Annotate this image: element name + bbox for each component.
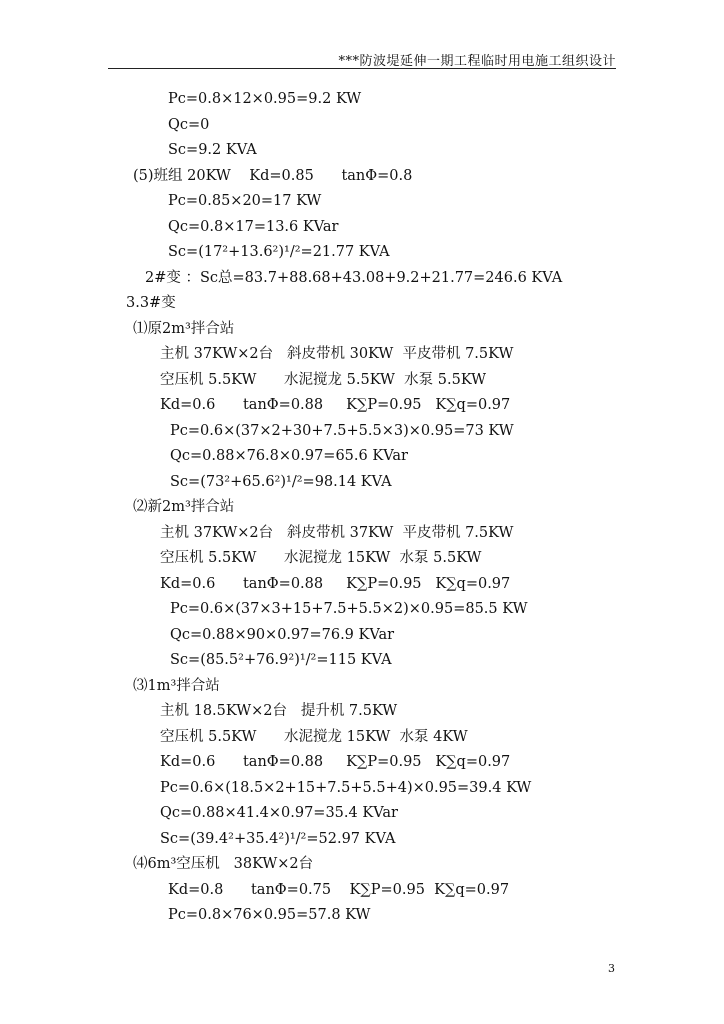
text-line: Qc=0 xyxy=(168,116,210,133)
text-line: 主机 37KW×2台 斜皮带机 30KW 平皮带机 7.5KW xyxy=(160,346,514,362)
text-line: 空压机 5.5KW 水泥搅龙 15KW 水泵 5.5KW xyxy=(160,550,482,566)
text-line: ⑶1m³拌合站 xyxy=(133,677,220,694)
text-line: Pc=0.6×(18.5×2+15+7.5+5.5+4)×0.95=39.4 KW xyxy=(160,779,532,796)
page-header-title: ***防波堤延伸一期工程临时用电施工组织设计 xyxy=(338,54,616,69)
text-line: Kd=0.6 tanΦ=0.88 K∑P=0.95 K∑q=0.97 xyxy=(160,754,511,770)
text-line: Sc=(17²+13.6²)¹/²=21.77 KVA xyxy=(168,244,390,260)
text-line: Sc=(85.5²+76.9²)¹/²=115 KVA xyxy=(170,652,392,668)
text-line: Kd=0.6 tanΦ=0.88 K∑P=0.95 K∑q=0.97 xyxy=(160,397,511,413)
text-line: 2#变 ：Sc总=83.7+88.68+43.08+9.2+21.77=246.6 KVA xyxy=(145,269,563,286)
text-line: Sc=(39.4²+35.4²)¹/²=52.97 KVA xyxy=(160,830,396,847)
text-line: Pc=0.8×12×0.95=9.2 KW xyxy=(168,91,362,107)
text-line: ⑵新2m³拌合站 xyxy=(133,499,235,515)
text-line: Sc=9.2 KVA xyxy=(168,142,257,158)
text-line: Pc=0.6×(37×3+15+7.5+5.5×2)×0.95=85.5 KW xyxy=(170,601,528,617)
text-line: (5)班组 20KW Kd=0.85 tanΦ=0.8 xyxy=(133,167,413,184)
text-line: 空压机 5.5KW 水泥搅龙 15KW 水泵 4KW xyxy=(160,728,468,745)
text-line: Kd=0.6 tanΦ=0.88 K∑P=0.95 K∑q=0.97 xyxy=(160,575,511,592)
page-number: 3 xyxy=(608,962,615,975)
text-line: ⑷6m³空压机 38KW×2台 xyxy=(133,856,314,872)
text-line: 主机 37KW×2台 斜皮带机 37KW 平皮带机 7.5KW xyxy=(160,524,514,541)
text-line: Qc=0.88×90×0.97=76.9 KVar xyxy=(170,626,395,643)
text-line: Pc=0.8×76×0.95=57.8 KW xyxy=(168,907,371,923)
text-line: Pc=0.6×(37×2+30+7.5+5.5×3)×0.95=73 KW xyxy=(170,422,514,439)
text-line: Qc=0.88×76.8×0.97=65.6 KVar xyxy=(170,448,408,464)
text-line: 主机 18.5KW×2台 提升机 7.5KW xyxy=(160,703,398,719)
text-line: Pc=0.85×20=17 KW xyxy=(168,193,322,209)
text-line: Sc=(73²+65.6²)¹/²=98.14 KVA xyxy=(170,473,392,490)
text-line: Qc=0.8×17=13.6 KVar xyxy=(168,218,339,235)
header-rule xyxy=(108,68,616,69)
text-line: 空压机 5.5KW 水泥搅龙 5.5KW 水泵 5.5KW xyxy=(160,371,487,388)
text-line: ⑴原2m³拌合站 xyxy=(133,320,235,337)
text-line: Qc=0.88×41.4×0.97=35.4 KVar xyxy=(160,805,398,821)
text-line: 3.3#变 xyxy=(126,295,176,311)
text-line: Kd=0.8 tanΦ=0.75 K∑P=0.95 K∑q=0.97 xyxy=(168,881,510,898)
